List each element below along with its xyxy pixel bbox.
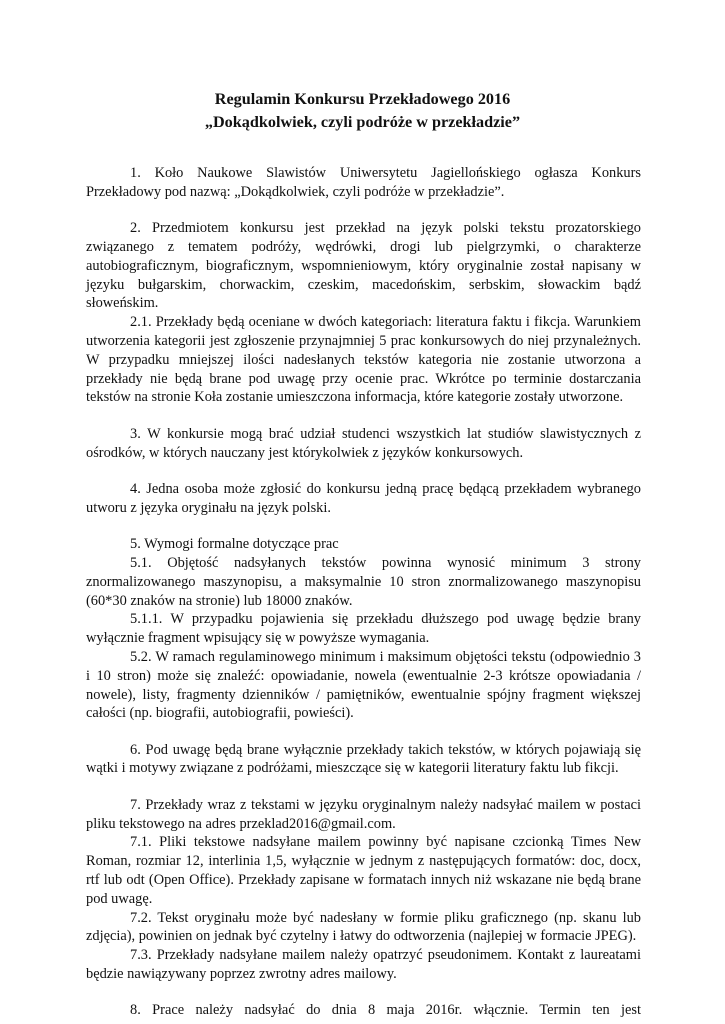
paragraph-5-1: 5.1. Objętość nadsyłanych tekstów powinna wynosić minimum 3 strony znormalizowanego maszynopisu, a maksymalnie 10 stron znormalizowanego maszynopisu (60*30 znaków na stronie) lub 18000 znaków. — [86, 554, 641, 609]
paragraph-1: 1. Koło Naukowe Slawistów Uniwersytetu Jagiellońskiego ogłasza Konkurs Przekładowy pod nazwą: „Dokądkolwiek, czyli podróże w przekładzie”. — [86, 165, 641, 200]
document-title — [0, 88, 725, 134]
paragraph-7-2: 7.2. Tekst oryginału może być nadesłany w formie pliku graficznego (np. skanu lub zdjęcia), powinien on jednak być czytelny i łatwy do odtworzenia (najlepiej w formacie JPEG). — [86, 909, 641, 945]
title-line-2: „Dokądkolwiek, czyli podróże w przekładzie” — [204, 113, 521, 131]
paragraph-5: 5. Wymogi formalne dotyczące prac — [130, 536, 339, 553]
paragraph-3: 3. W konkursie mogą brać udział studenci wszystkich lat studiów slawistycznych z ośrodków, w których nauczany jest którykolwiek z języków konkursowych. — [86, 425, 641, 461]
paragraph-5-2: 5.2. W ramach regulaminowego minimum i maksimum objętości tekstu (odpowiednio 3 i 10 stron) może się znaleźć: opowiadanie, nowela (ewentualnie 2-3 krótsze opowiadania / nowele), listy, fragmenty dzienników / pamiętników, ewentualnie spójny fragment większej całości (np. biografii, autobiografii, powieści). — [86, 648, 641, 722]
paragraph-5-1-1: 5.1.1. W przypadku pojawienia się przekładu dłuższego pod uwagę będzie brany wyłącznie fragment wpisujący się w powyższe wymagania. — [86, 611, 641, 647]
paragraph-7: 7. Przekłady wraz z tekstami w języku oryginalnym należy nadsyłać mailem w postaci pliku tekstowego na adres przeklad2016@gmail.com. — [86, 796, 641, 832]
document-body — [86, 164, 641, 1020]
paragraph-6: 6. Pod uwagę będą brane wyłącznie przekłady takich tekstów, w których pojawiają się wątki i motywy związane z podróżami, mieszczące się w kategorii literatury faktu lub fikcji. — [86, 741, 641, 777]
paragraph-7-3: 7.3. Przekłady nadsyłane mailem należy opatrzyć pseudonimem. Kontakt z laureatami będzie nawiązywany poprzez zwrotny adres mailowy. — [86, 947, 641, 983]
paragraph-2: 2. Przedmiotem konkursu jest przekład na język polski tekstu prozatorskiego związanego z tematem podróży, wędrówki, drogi lub pielgrzymki, o charakterze autobiograficznym, biograficznym, wspomnieniowym, który oryginalnie został napisany w języku bułgarskim, chorwackim, czeskim, macedońskim, serbskim, słowackim bądź słoweńskim. — [86, 220, 641, 312]
paragraph-2-1: 2.1. Przekłady będą oceniane w dwóch kategoriach: literatura faktu i fikcja. Warunkiem utworzenia kategorii jest zgłoszenie przynajmniej 5 prac konkursowych do niej przynależnych. W przypadku mniejszej ilości nadesłanych tekstów kategoria nie zostanie utworzona a przekłady nie będą brane pod uwagę przy ocenie prac. Wkrótce po terminie dostarczania tekstów na stronie Koła zostanie umieszczona informacja, które kategorie zostały utworzone. — [86, 314, 641, 406]
title-line-1: Regulamin Konkursu Przekładowego 2016 — [214, 90, 511, 108]
paragraph-8: 8. Prace należy nadsyłać do dnia 8 maja 2016r. włącznie. Termin ten jest — [130, 1002, 641, 1019]
paragraph-7-1: 7.1. Pliki tekstowe nadsyłane mailem powinny być napisane czcionką Times New Roman, rozmiar 12, interlinia 1,5, wyłącznie w jednym z następujących formatów: doc, docx, rtf lub odt (Open Office). Przekłady zapisane w formatach innych niż wskazane nie będą brane pod uwagę. — [86, 834, 641, 907]
paragraph-4: 4. Jedna osoba może zgłosić do konkursu jedną pracę będącą przekładem wybranego utworu z języka oryginału na język polski. — [86, 480, 641, 516]
